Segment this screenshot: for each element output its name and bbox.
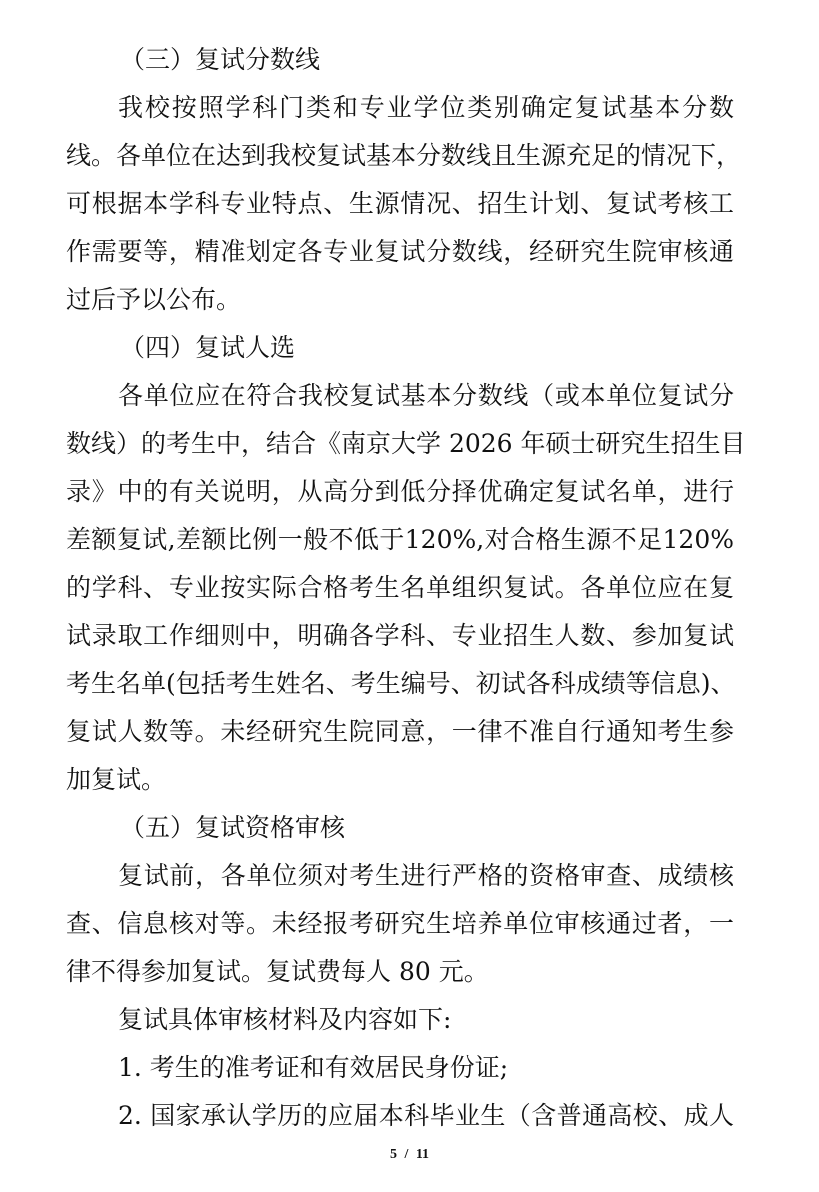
paragraph-line: 复试人数等。未经研究生院同意，一律不准自行通知考生参 (66, 717, 734, 746)
paragraph-line: 复试具体审核材料及内容如下: (118, 1005, 452, 1034)
section-heading-qualification-review: （五）复试资格审核 (120, 813, 346, 842)
paragraph-line: 数线）的考生中，结合《南京大学 2026 年硕士研究生招生目 (66, 429, 746, 458)
paragraph-line: 差额复试,差额比例一般不低于120%,对合格生源不足120% (66, 525, 734, 554)
paragraph-line: 可根据本学科专业特点、生源情况、招生计划、复试考核工 (66, 189, 734, 218)
paragraph-line: 的学科、专业按实际合格考生名单组织复试。各单位应在复 (66, 573, 734, 602)
paragraph-line: 律不得参加复试。复试费每人 80 元。 (66, 957, 489, 986)
paragraph-line: 查、信息核对等。未经报考研究生培养单位审核通过者，一 (66, 909, 734, 938)
list-item: 1. 考生的准考证和有效居民身份证; (118, 1053, 509, 1082)
paragraph-line: 试录取工作细则中，明确各学科、专业招生人数、参加复试 (66, 621, 734, 650)
page-number: 5 / 11 (389, 1147, 430, 1162)
paragraph-line: 各单位应在符合我校复试基本分数线（或本单位复试分 (118, 381, 734, 410)
paragraph-line: 录》中的有关说明，从高分到低分择优确定复试名单，进行 (66, 477, 734, 506)
paragraph-line: 作需要等，精准划定各专业复试分数线，经研究生院审核通 (66, 237, 734, 266)
paragraph-line: 我校按照学科门类和专业学位类别确定复试基本分数 (118, 93, 734, 122)
section-heading-retest-candidates: （四）复试人选 (120, 333, 296, 362)
list-item: 2. 国家承认学历的应届本科毕业生（含普通高校、成人 (118, 1101, 734, 1130)
paragraph-line: 过后予以公布。 (66, 285, 242, 314)
section-heading-retest-score-line: （三）复试分数线 (120, 45, 321, 74)
paragraph-line: 复试前，各单位须对考生进行严格的资格审查、成绩核 (118, 861, 734, 890)
paragraph-line: 考生名单(包括考生姓名、考生编号、初试各科成绩等信息)、 (66, 669, 736, 698)
paragraph-line: 加复试。 (66, 765, 167, 794)
paragraph-line: 线。各单位在达到我校复试基本分数线且生源充足的情况下， (66, 141, 742, 170)
